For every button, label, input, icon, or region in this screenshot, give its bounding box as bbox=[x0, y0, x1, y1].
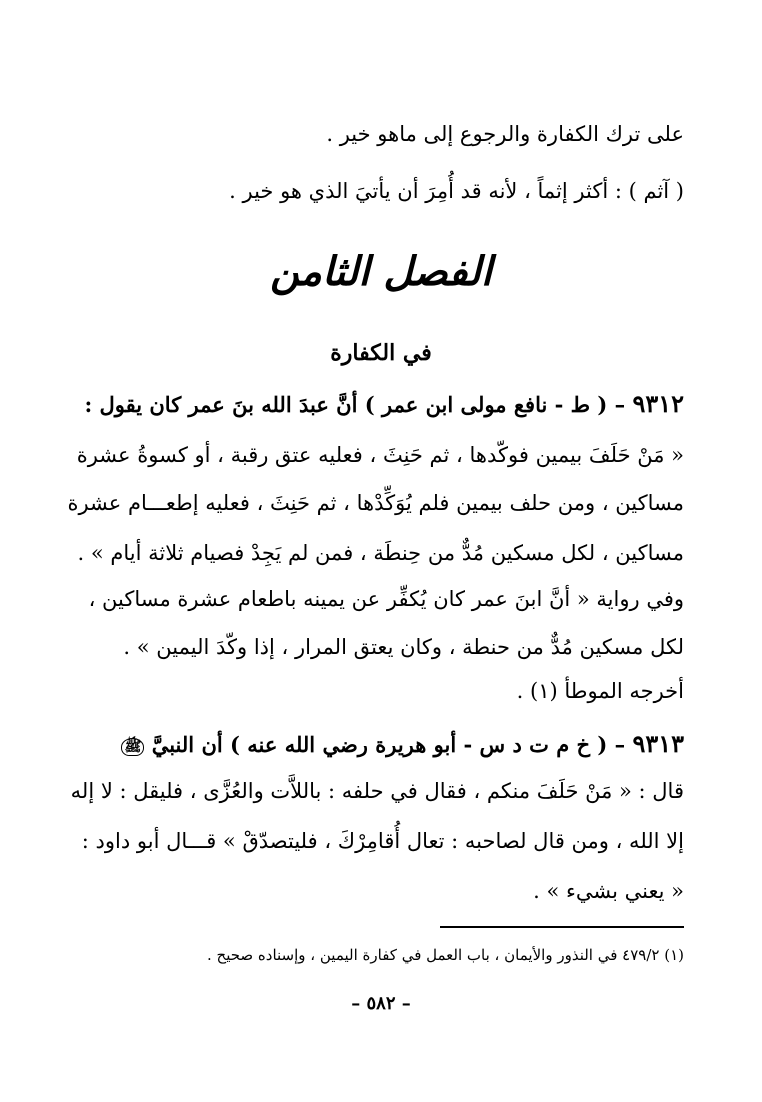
chapter-title: الفصل الثامن bbox=[270, 248, 492, 295]
intro-line-1: على ترك الكفارة والرجوع إلى ماهو خير . bbox=[326, 122, 684, 146]
hadith-9313-number: ٩٣١٣ bbox=[632, 729, 684, 758]
footnote-divider bbox=[440, 926, 684, 928]
hadith-9312-heading bbox=[84, 389, 684, 420]
hadith-9312-line-6: لكل مسكين مُدٌّ من حنطة ، وكان يعتق المرار ، إذا وكّدَ اليمين » . bbox=[123, 635, 684, 659]
hadith-9313-line-4: « يعني بشيء » . bbox=[533, 879, 684, 903]
footnote: (١) ٤٧٩/٢ في النذور والأيمان ، باب العمل في كفارة اليمين ، وإسناده صحيح . bbox=[206, 946, 684, 964]
hadith-9312-number: ٩٣١٢ bbox=[632, 389, 684, 418]
chapter-subtitle: في الكفارة bbox=[330, 340, 432, 366]
hadith-9312-line-5: وفي رواية « أنَّ ابنَ عمر كان يُكفِّر عن يمينه باطعام عشرة مساكين ، bbox=[88, 587, 684, 611]
hadith-9312-line-4: مساكين ، لكل مسكين مُدٌّ من حِنطَة ، فمن لم يَجِدْ فصيام ثلاثة أيام » . bbox=[77, 541, 684, 565]
hadith-9312-line-2: « مَنْ حَلَفَ بيمين فوكّدها ، ثم حَنِثَ ، فعليه عتق رقبة ، أو كسوةُ عشرة bbox=[76, 443, 684, 467]
hadith-9313-line-3: إلا الله ، ومن قال لصاحبه : تعال أُقامِرْكَ ، فليتصدّقْ » قـــال أبو داود : bbox=[81, 829, 684, 853]
hadith-9312-line-7: أخرجه الموطأ (١) . bbox=[516, 679, 684, 703]
hadith-9313-narration: – ( خ م ت د س - أبو هريرة رضي الله عنه ) أن النبيَّ bbox=[144, 732, 633, 757]
honorific-seal-icon: ﷺ bbox=[121, 738, 144, 756]
hadith-9313-heading bbox=[100, 729, 684, 760]
hadith-9312-line-3: مساكين ، ومن حلف بيمين فلم يُوَكِّدْها ، ثم حَنِثَ ، فعليه إطعـــام عشرة bbox=[67, 491, 684, 515]
intro-line-2: ( آثم ) : أكثر إثماً ، لأنه قد أُمِرَ أن يأتيَ الذي هو خير . bbox=[229, 179, 684, 203]
page-number: – ٥٨٢ – bbox=[351, 993, 411, 1014]
hadith-9312-narration: – ( ط - نافع مولى ابن عمر ) أنَّ عبدَ الله بنَ عمر كان يقول : bbox=[84, 392, 633, 417]
hadith-9313-line-2: قال : « مَنْ حَلَفَ منكم ، فقال في حلفه : باللاَّت والعُزَّى ، فليقل : لا إله bbox=[70, 779, 684, 803]
